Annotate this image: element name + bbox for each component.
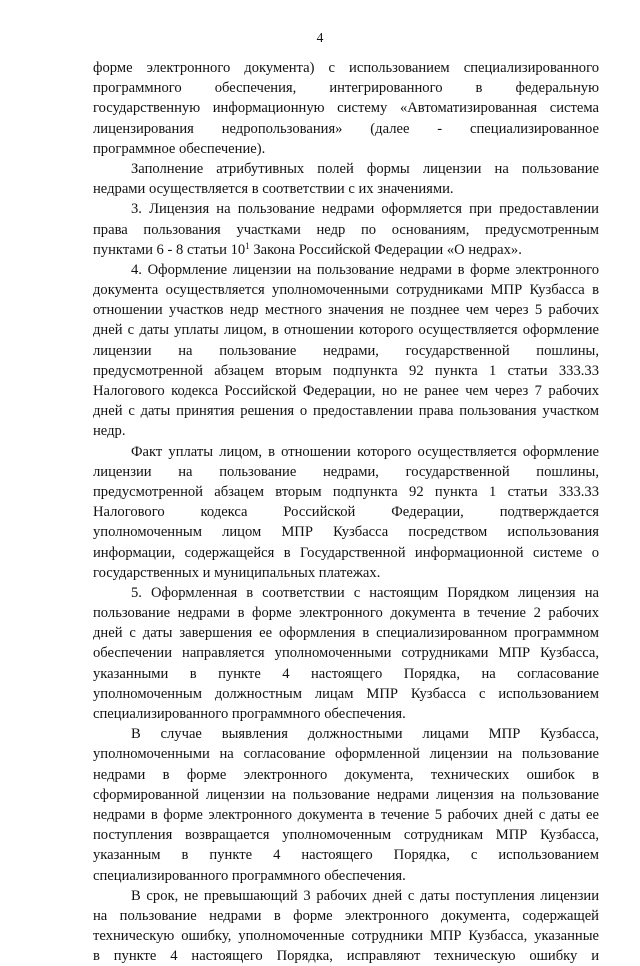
text-line <box>93 58 599 78</box>
text-line <box>93 724 599 744</box>
text-line <box>93 442 599 462</box>
text-line <box>93 805 599 825</box>
text-line <box>93 886 599 906</box>
text-line <box>93 381 599 401</box>
text-line-content: Заполнение атрибутивных полей формы лицензии на пользование <box>131 160 599 177</box>
text-line-content: недр. <box>93 423 126 440</box>
text-line <box>93 684 599 704</box>
text-line <box>93 502 599 522</box>
text-line-content: пользование недрами в форме электронного документа в течение 2 рабочих <box>93 605 599 622</box>
text-line <box>93 765 599 785</box>
text-line-content: предусмотренной абзацем вторым подпункта 92 пункта 1 статьи 333.33 <box>93 483 599 500</box>
text-line-content: уполномоченным лицом МПР Кузбасса посредством использования <box>93 524 599 541</box>
text-line <box>93 361 599 381</box>
text-line-content: В срок, не превышающий 3 рабочих дней с даты поступления лицензии <box>131 887 599 904</box>
text-line-content: программное обеспечение). <box>93 140 266 157</box>
text-line <box>93 421 599 441</box>
text-line-content: дней с даты принятия решения о предоставлении права пользования участком <box>93 403 599 420</box>
text-line-content: отношении участков недр местного значения не позднее чем через 5 рабочих <box>93 302 599 319</box>
text-line <box>93 401 599 421</box>
text-line-content: программного обеспечения, интегрированного в федеральную <box>93 80 599 97</box>
text-line-content: указанными в пункте 4 настоящего Порядка, на согласование <box>93 665 599 682</box>
text-line-content: форме электронного документа) с использованием специализированного <box>93 60 599 76</box>
text-line <box>93 946 599 966</box>
text-line-content: пунктами 6 - 8 статьи 10 <box>93 241 246 258</box>
text-line-content: техническую ошибку, уполномоченные сотрудники МПР Кузбасса, указанные <box>93 928 599 945</box>
text-line-content: в пункте 4 настоящего Порядка, исправляют техническую ошибку и <box>93 948 599 965</box>
text-line <box>93 926 599 946</box>
text-line-content: 3. Лицензия на пользование недрами оформляется при предоставлении <box>131 201 599 218</box>
text-line <box>93 98 599 118</box>
text-line <box>93 866 599 886</box>
text-line <box>93 906 599 926</box>
text-line <box>93 341 599 361</box>
text-line-content: права пользования участками недр по основаниям, предусмотренным <box>93 221 599 238</box>
text-line-content: специализированного программного обеспечения. <box>93 706 406 722</box>
text-line <box>93 280 599 300</box>
text-line <box>93 300 599 320</box>
text-line <box>93 139 599 159</box>
text-line-content: недрами осуществляется в соответствии с их значениями. <box>93 181 454 198</box>
text-line-content: документа осуществляется уполномоченными сотрудниками МПР Кузбасса в <box>93 282 599 299</box>
superscript: 1 <box>245 240 250 251</box>
text-line <box>93 603 599 623</box>
text-line-content: лицензии на пользование недрами, государственной пошлины, <box>93 342 599 359</box>
text-line <box>93 462 599 482</box>
text-line-content: Налогового кодекса Российской Федерации, но не ранее чем через 7 рабочих <box>93 383 599 399</box>
document-body <box>93 58 599 966</box>
text-line <box>93 78 599 98</box>
text-line <box>93 744 599 764</box>
text-line <box>93 522 599 542</box>
text-line-content: государственную информационную систему «Автоматизированная система <box>93 100 599 117</box>
text-line-content: недрами в форме электронного документа, технических ошибок в <box>93 766 599 783</box>
text-line <box>93 563 599 583</box>
text-line <box>93 623 599 643</box>
text-line <box>93 583 599 603</box>
text-line-content: обеспечении направляется уполномоченными сотрудниками МПР Кузбасса, <box>93 645 599 662</box>
text-line <box>93 220 599 240</box>
text-line-continuation: Закона Российской Федерации «О недрах». <box>249 241 522 258</box>
text-line <box>93 785 599 805</box>
text-line-content: государственных и муниципальных платежах. <box>93 564 381 581</box>
text-line <box>93 482 599 502</box>
text-line <box>93 825 599 845</box>
text-line <box>93 704 599 724</box>
text-line <box>93 240 599 260</box>
text-line-content: дней с даты уплаты лицом, в отношении которого осуществляется оформление <box>93 322 599 339</box>
text-line-content: на пользование недрами в форме электронного документа, содержащей <box>93 907 599 924</box>
page-number: 4 <box>316 30 324 45</box>
text-line <box>93 320 599 340</box>
text-line-content: сформированной лицензии на пользование недрами лицензия на пользование <box>93 786 599 803</box>
text-line-content: предусмотренной абзацем вторым подпункта 92 пункта 1 статьи 333.33 <box>93 362 599 379</box>
text-line-content: 4. Оформление лицензии на пользование недрами в форме электронного <box>131 261 599 278</box>
text-line <box>93 845 599 865</box>
text-line <box>93 119 599 139</box>
text-line-content: недрами в форме электронного документа в течение 5 рабочих дней с даты ее <box>93 806 599 823</box>
text-line-content: В случае выявления должностными лицами МПР Кузбасса, <box>131 726 599 743</box>
text-line-content: указанным в пункте 4 настоящего Порядка, с использованием <box>93 847 599 864</box>
text-line <box>93 159 599 179</box>
text-line-content: уполномоченными на согласование оформленной лицензии на пользование <box>93 746 599 763</box>
text-line-content: лицензии на пользование недрами, государственной пошлины, <box>93 463 599 480</box>
text-line <box>93 179 599 199</box>
text-line <box>93 643 599 663</box>
text-line-content: поступления возвращается уполномоченным сотрудникам МПР Кузбасса, <box>93 827 599 844</box>
text-line-content: Налогового кодекса Российской Федерации, подтверждается <box>93 504 599 521</box>
text-line-content: уполномоченным должностным лицам МПР Кузбасса с использованием <box>93 685 599 702</box>
text-line-content: Факт уплаты лицом, в отношении которого осуществляется оформление <box>131 443 599 460</box>
text-line <box>93 664 599 684</box>
text-line-content: лицензирования недропользования» (далее - специализированное <box>93 120 599 137</box>
text-line-content: информации, содержащейся в Государственной информационной системе о <box>93 544 599 561</box>
text-line-content: дней с даты завершения ее оформления в специализированном программном <box>93 625 599 642</box>
text-line-content: 5. Оформленная в соответствии с настоящим Порядком лицензия на <box>131 584 599 601</box>
text-line <box>93 199 599 219</box>
text-line <box>93 543 599 563</box>
text-line <box>93 260 599 280</box>
text-line-content: специализированного программного обеспечения. <box>93 867 406 884</box>
